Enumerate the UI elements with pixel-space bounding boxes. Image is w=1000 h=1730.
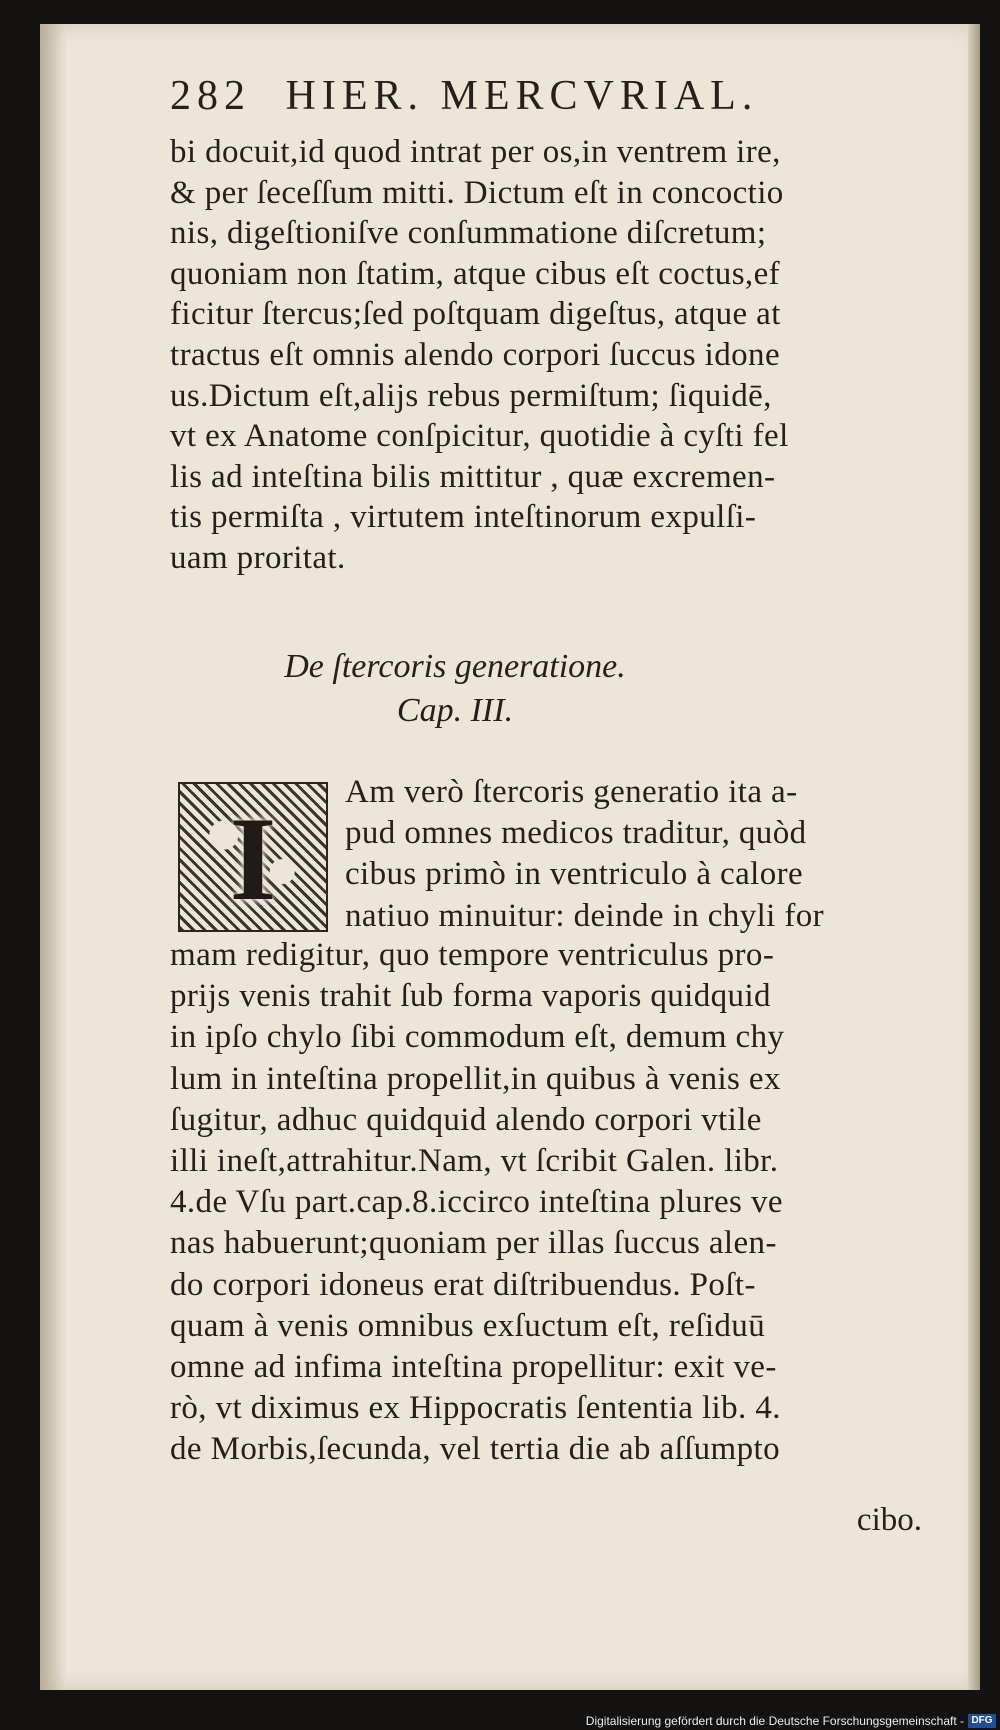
text-line: 4.de Vſu part.cap.8.iccirco inteſtina plures ve: [170, 1184, 783, 1221]
text-line: pud omnes medicos traditur, quòd: [345, 815, 807, 852]
text-line: us.Dictum eſt,alijs rebus permiſtum; ſiquidē,: [170, 377, 772, 414]
chapter-heading: [170, 645, 740, 733]
text-line: rò, vt diximus ex Hippocratis ſententia lib. 4.: [170, 1390, 781, 1427]
initial-letter: I: [229, 792, 277, 925]
top-paragraph: [170, 132, 920, 579]
text-line: quam à venis omnibus exſuctum eſt, reſiduū: [170, 1307, 766, 1344]
funding-credit: Digitalisierung gefördert durch die Deutsche Forschungsgemeinschaft -: [585, 1714, 964, 1728]
page-number: 282: [170, 73, 251, 119]
text-line: illi ineſt,attrahitur.Nam, vt ſcribit Galen. libr.: [170, 1142, 779, 1179]
chapter-paragraph: [170, 935, 930, 1470]
text-line: Am verò ſtercoris generatio ita a-: [345, 774, 798, 810]
text-line: mam redigitur, quo tempore ventriculus pro-: [170, 937, 775, 973]
running-head-title: HIER. MERCVRIAL.: [285, 73, 759, 119]
text-line: lum in inteſtina propellit,in quibus à venis ex: [170, 1060, 781, 1097]
text-line: natiuo minuitur: deinde in chyli for: [345, 897, 825, 934]
text-line: tractus eſt omnis alendo corpori ſuccus idone: [170, 336, 781, 373]
decorated-initial: [178, 782, 328, 932]
text-line: ficitur ſtercus;ſed poſtquam digeſtus, atque at: [170, 296, 781, 333]
text-line: bi docuit,id quod intrat per os,in ventrem ire,: [170, 134, 781, 170]
text-line: lis ad inteſtina bilis mittitur , quæ excremen-: [170, 458, 776, 495]
catchword: cibo.: [856, 1502, 922, 1538]
chapter-number: Cap. III.: [396, 692, 514, 729]
text-line: cibus primò in ventriculo à calore: [345, 856, 804, 893]
text-line: vt ex Anatome conſpicitur, quotidie à cyſti fel: [170, 418, 789, 455]
drop-cap-lines: [345, 772, 925, 937]
text-line: uam proritat.: [170, 539, 346, 576]
dfg-logo: DFG: [968, 1714, 996, 1728]
text-line: nis, digeſtioniſve conſummatione diſcretum;: [170, 215, 767, 252]
page-edge: [968, 24, 980, 1690]
text-line: tis permiſta , virtutem inteſtinorum expulſi-: [170, 499, 757, 536]
page-gutter-shadow: [40, 24, 66, 1690]
text-line: prijs venis trahit ſub forma vaporis quidquid: [170, 978, 771, 1015]
text-line: nas habuerunt;quoniam per illas ſuccus alen-: [170, 1225, 777, 1262]
chapter-title: De ſtercoris generatione.: [284, 648, 626, 685]
text-line: de Morbis,ſecunda, vel tertia die ab aſſumpto: [170, 1431, 780, 1468]
text-line: omne ad infima inteſtina propellitur: exit ve-: [170, 1348, 777, 1385]
text-line: do corpori idoneus erat diſtribuendus. Poſt-: [170, 1266, 756, 1303]
text-line: & per ſeceſſum mitti. Dictum eſt in concoctio: [170, 174, 784, 211]
digitization-footer: [0, 1712, 1000, 1730]
text-line: ſugitur, adhuc quidquid alendo corpori vtile: [170, 1101, 762, 1138]
running-header: [170, 72, 890, 132]
text-line: in ipſo chylo ſibi commodum eſt, demum chy: [170, 1019, 785, 1056]
text-line: quoniam non ſtatim, atque cibus eſt coctus,ef: [170, 255, 781, 292]
